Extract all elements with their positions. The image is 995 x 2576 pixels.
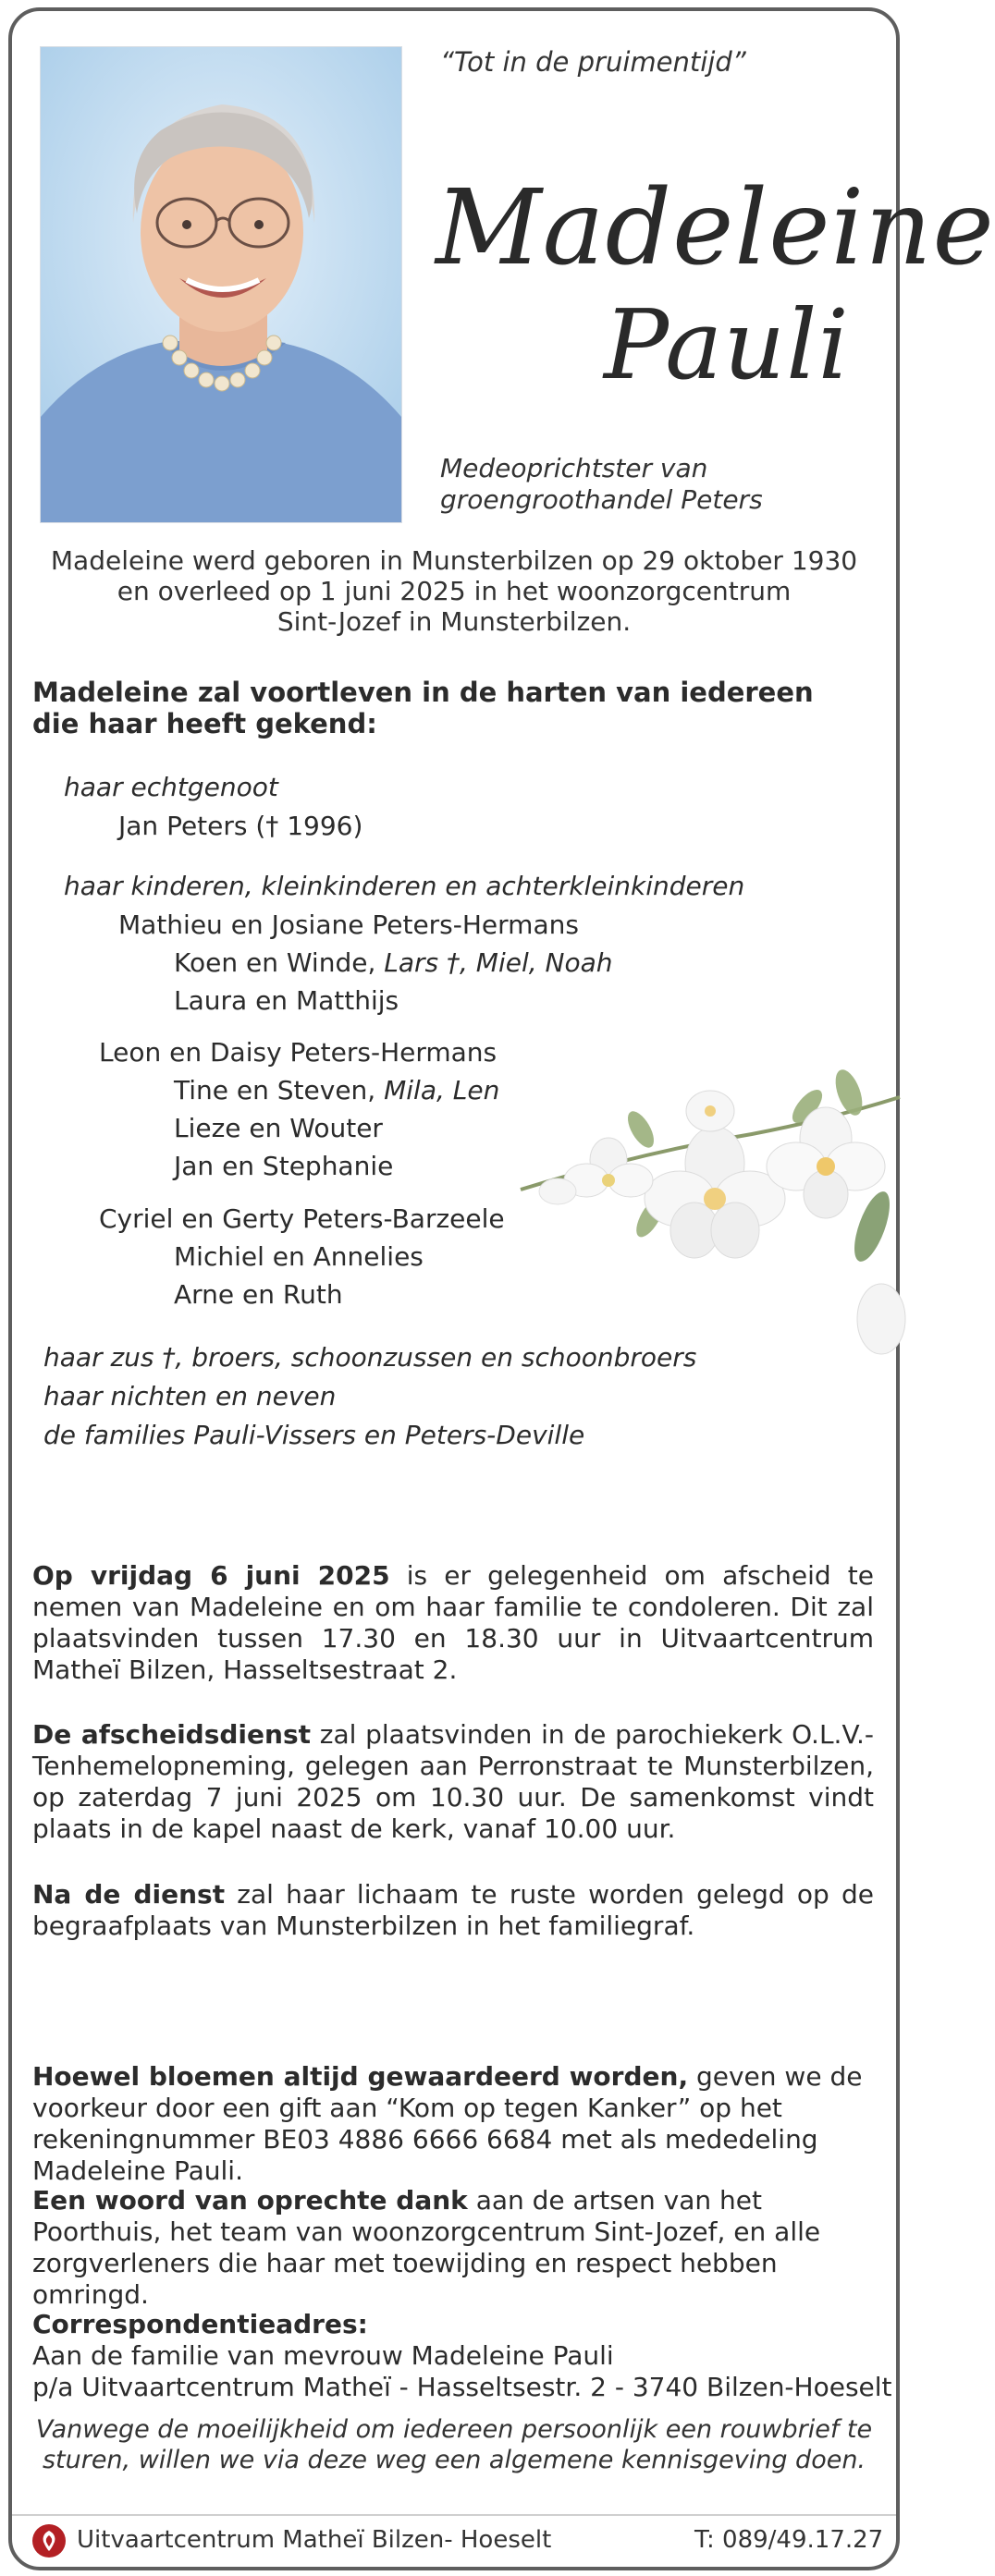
orchid-decoration <box>502 1060 900 1448</box>
intro-text <box>12 545 896 637</box>
donation-heading: Hoewel bloemen altijd gewaardeerd worden, <box>32 2061 689 2092</box>
correspondence-address <box>32 2309 892 2403</box>
notice-line: Vanwege de moeilijkheid om iedereen persoonlijk een rouwbrief te <box>35 2415 873 2444</box>
donation-text: geven we de voorkeur door een gift aan “Kom op tegen Kanker” op het rekeningnummer BE03 4886 6666 6684 met als mededeling Madeleine Pauli. <box>32 2061 863 2186</box>
last-name: Pauli <box>604 288 850 401</box>
role-line-1: Medeoprichtster van <box>440 453 708 483</box>
great-grandchild-names: Lars †, Miel, Noah <box>384 947 613 978</box>
children-label: haar kinderen, kleinkinderen en achterkleinkinderen <box>64 871 745 901</box>
portrait-photo <box>40 46 402 523</box>
correspondence-heading: Correspondentieadres: <box>32 2309 368 2339</box>
visitation-date: Op vrijdag 6 juni 2025 <box>32 1560 390 1591</box>
service-text: zal plaatsvinden in de parochiekerk O.L.V.-Tenhemelopneming, gelegen aan Perronstraat te Munsterbilzen, op zaterdag 7 juni 2025 om 10.30 uur. De samenkomst vindt plaats in de kapel naast de kerk, vanaf 10.00 uur. <box>32 1719 875 1844</box>
funeral-home-name: Uitvaartcentrum Matheï Bilzen- Hoeselt <box>77 2526 552 2554</box>
service-paragraph <box>32 1719 874 1845</box>
other-relatives-line: haar zus †, broers, schoonzussen en schoonbroers <box>43 1342 697 1373</box>
donation-paragraph <box>32 2061 883 2187</box>
thanks-paragraph <box>32 2185 883 2311</box>
first-name: Madeleine <box>436 168 995 288</box>
grandchild-names: Koen en Winde, <box>174 947 376 978</box>
role-description <box>440 453 763 516</box>
grandchild-2b: Lieze en Wouter <box>174 1113 383 1143</box>
child-1: Mathieu en Josiane Peters-Hermans <box>118 910 579 940</box>
obituary-card <box>8 7 995 2570</box>
funeral-home-phone: T: 089/49.17.27 <box>694 2526 884 2554</box>
grandchild-names: Tine en Steven, <box>174 1075 376 1105</box>
other-relatives-line: haar nichten en neven <box>43 1381 337 1411</box>
grandchild-2c: Jan en Stephanie <box>174 1151 394 1181</box>
visitation-text: is er gelegenheid om afscheid te nemen van Madeleine en om haar familie te condoleren. Dit zal plaatsvinden tussen 17.30 en 18.30 uur in Uitvaartcentrum Matheï Bilzen, Hasseltsestraat 2. <box>32 1560 874 1685</box>
intro-line: Madeleine werd geboren in Munsterbilzen op 29 oktober 1930 <box>50 545 858 576</box>
great-grandchild-names: Mila, Len <box>384 1075 500 1105</box>
other-relatives-line: de families Pauli-Vissers en Peters-Deville <box>43 1420 585 1450</box>
role-line-2: groengroothandel Peters <box>440 484 763 515</box>
burial-paragraph <box>32 1879 874 1942</box>
intro-line: en overleed op 1 juni 2025 in het woonzorgcentrum <box>117 576 792 606</box>
quote: “Tot in de pruimentijd” <box>440 46 746 78</box>
intro-line: Sint-Jozef in Munsterbilzen. <box>276 606 632 637</box>
orchid-illustration <box>502 1060 900 1448</box>
burial-text: zal haar lichaam te ruste worden gelegd op de begraafplaats van Munsterbilzen in het familiegraf. <box>32 1879 874 1941</box>
visitation-paragraph <box>32 1560 874 1686</box>
grandchild-1a <box>174 947 613 979</box>
portrait-illustration <box>41 47 401 522</box>
family-heading <box>32 677 814 739</box>
footer-divider <box>12 2514 896 2516</box>
funeral-home-logo-icon <box>31 2522 68 2559</box>
grandchild-2a <box>174 1075 499 1106</box>
general-notice <box>12 2414 896 2475</box>
spouse-label: haar echtgenoot <box>64 772 278 802</box>
thanks-heading: Een woord van oprechte dank <box>32 2185 468 2216</box>
grandchild-3b: Arne en Ruth <box>174 1279 343 1310</box>
grandchild-3a: Michiel en Annelies <box>174 1241 424 1272</box>
thanks-text: aan de artsen van het Poorthuis, het team van woonzorgcentrum Sint-Jozef, en alle zorgverleners die haar met toewijding en respect hebben omringd. <box>32 2185 821 2310</box>
child-2: Leon en Daisy Peters-Hermans <box>99 1037 498 1068</box>
address-line: p/a Uitvaartcentrum Matheï - Hasseltsestr. 2 - 3740 Bilzen-Hoeselt <box>32 2372 892 2402</box>
family-heading-line: Madeleine zal voortleven in de harten van iedereen <box>32 677 814 708</box>
grandchild-1b: Laura en Matthijs <box>174 985 399 1016</box>
address-line: Aan de familie van mevrouw Madeleine Pauli <box>32 2340 614 2371</box>
notice-line: sturen, willen we via deze weg een algemene kennisgeving doen. <box>42 2446 866 2474</box>
burial-heading: Na de dienst <box>32 1879 226 1910</box>
service-heading: De afscheidsdienst <box>32 1719 312 1750</box>
family-heading-line: die haar heeft gekend: <box>32 708 377 739</box>
spouse: Jan Peters († 1996) <box>118 811 363 841</box>
child-3: Cyriel en Gerty Peters-Barzeele <box>99 1203 505 1234</box>
